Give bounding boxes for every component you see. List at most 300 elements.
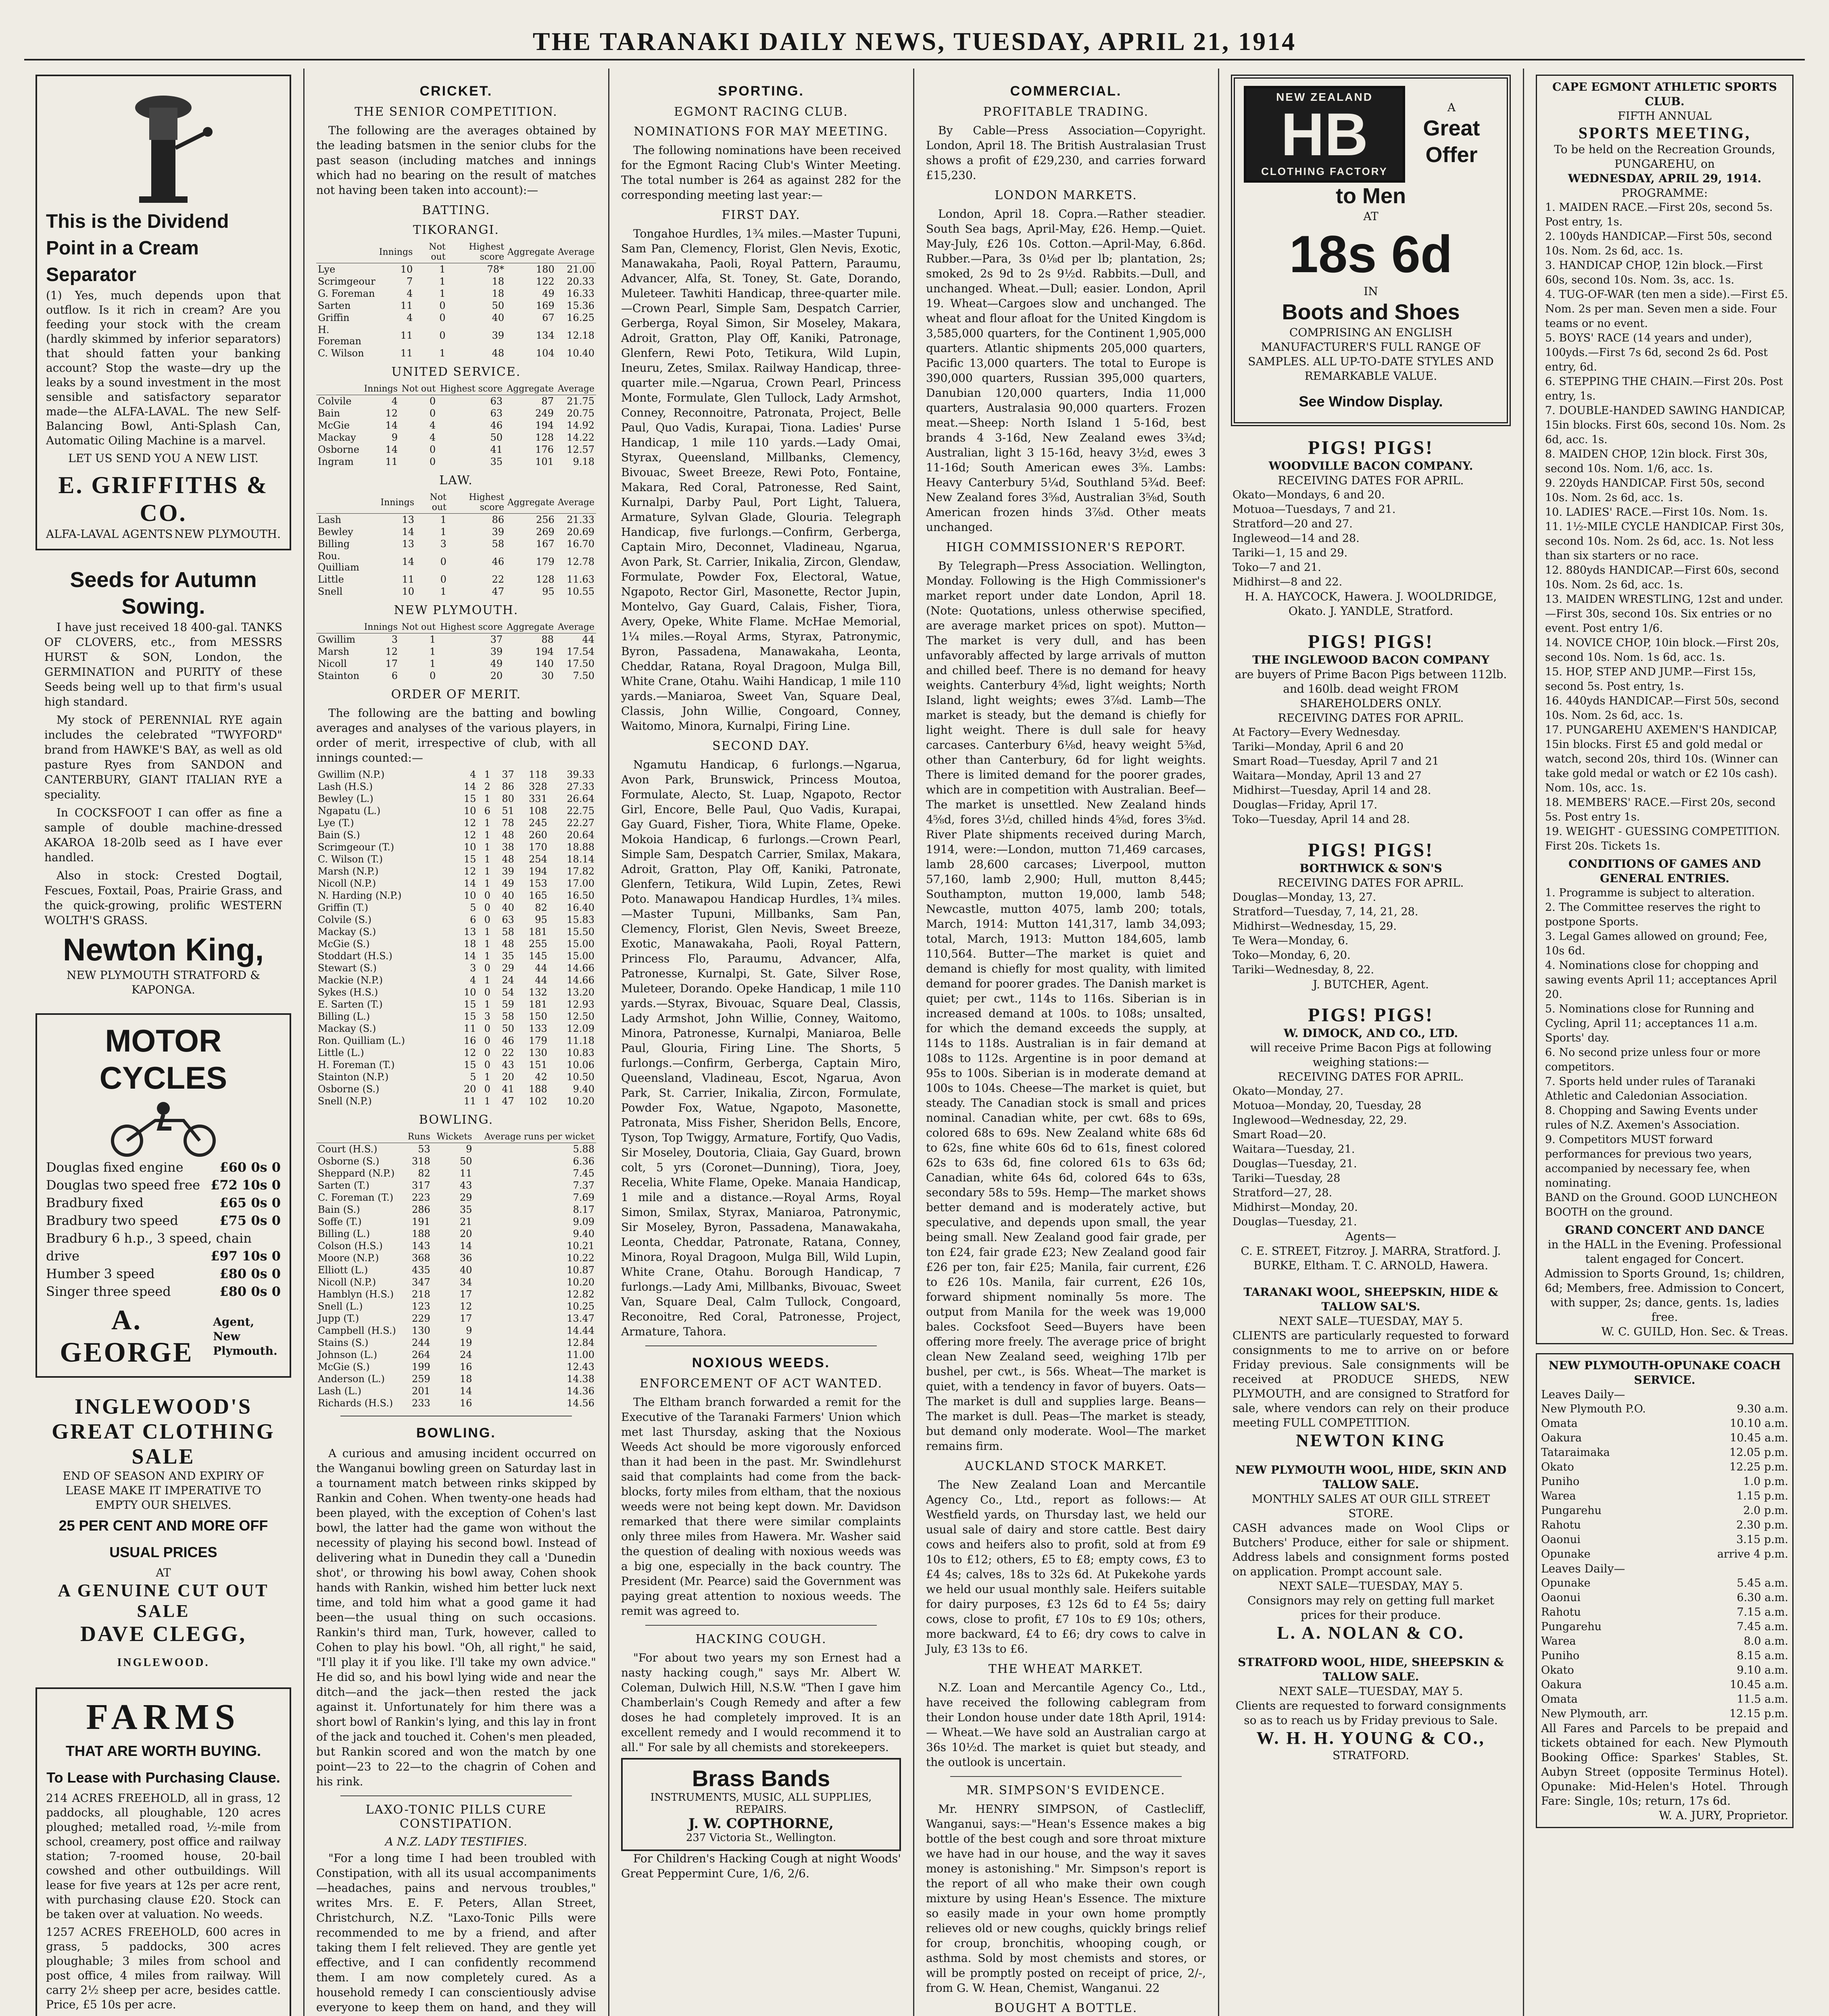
table-cell: 35 xyxy=(490,456,503,467)
egmont-heading: EGMONT RACING CLUB. xyxy=(674,105,848,119)
motor-price: £72 10s 0 xyxy=(211,1177,281,1193)
table-cell: 4 xyxy=(470,975,476,986)
table-cell: Ingram xyxy=(318,456,354,467)
table-row xyxy=(316,287,596,300)
divider xyxy=(340,1795,572,1796)
table-header: Aggregate xyxy=(504,383,555,395)
hb-logo-letters: HB xyxy=(1281,100,1368,168)
table-cell: 176 xyxy=(535,444,554,455)
batting-heading: BATTING. xyxy=(422,203,490,217)
table-row xyxy=(316,431,596,444)
table-cell: 260 xyxy=(529,829,547,841)
table-cell: 95 xyxy=(535,914,547,925)
table-cell: Bain (S.) xyxy=(318,829,360,841)
table-cell: Gwillim xyxy=(318,634,356,645)
table-cell: Richards (H.S.) xyxy=(318,1397,393,1409)
table-cell: McGie (S.) xyxy=(318,938,370,950)
table-cell: 12.18 xyxy=(567,330,594,341)
table-cell: 46 xyxy=(492,556,505,567)
timetable-stop: Rahotu xyxy=(1541,1519,1581,1531)
table-cell: 181 xyxy=(529,926,547,937)
table-cell: 59 xyxy=(502,999,514,1010)
table-row xyxy=(316,865,596,877)
table-cell: 0 xyxy=(484,1083,491,1095)
seeds-ad-p4: Also in stock: Crested Dogtail, Fescues, Foxtail, Poas, Prairie Grass, and the quick-growing, prolific WESTERN WOLTH'S GRASS. xyxy=(44,869,282,927)
hb-top-row xyxy=(1244,86,1498,183)
weeds-text: The Eltham branch forwarded a remit for the Executive of the Taranaki Farmers' Union which met last Thursday, asking that the Noxious Weeds Act should be more vigorously enforced than it had been in the past. Mr. Swindlehurst said that complaints had come from the back-blocks, forty miles from eltham, that the noxious weeds were not being kept down. Mr. Davidson remarked that there were similar complaints only three miles from Hawera. Mr. Washer said the question of dealing with noxious weeds was a big one, especially in the back country. The President (Mr. Pearce) said the Government was paying great attention to noxious weeds. The remit was agreed to. xyxy=(621,1395,901,1618)
divider xyxy=(645,1345,877,1346)
table-cell: 7 xyxy=(407,276,413,287)
table-cell: Snell xyxy=(318,586,343,597)
table-cell: 1 xyxy=(484,854,491,865)
table-cell: Nicoll xyxy=(318,658,347,669)
table-cell: 244 xyxy=(412,1337,430,1348)
pigs4-agents: C. E. STREET, Fitzroy. J. MARRA, Stratford. J. BURKE, Eltham. T. C. ARNOLD, Hawera. xyxy=(1241,1244,1501,1272)
table-cell: 14 xyxy=(464,781,476,792)
timetable-time: arrive 4 p.m. xyxy=(1717,1548,1788,1560)
list-item: 4. Nominations close for chopping and sawing events April 11; acceptances April 20. xyxy=(1545,959,1777,1001)
table-cell: 14 xyxy=(385,444,398,455)
table-cell: 20.69 xyxy=(567,526,594,537)
farms-ad-sub2: To Lease with Purchasing Clause. xyxy=(46,1769,280,1786)
table-cell: 19 xyxy=(460,1337,472,1348)
concert-text: in the HALL in the Evening. Professional talent engaged for Concert. xyxy=(1547,1238,1782,1266)
table-cell: 4 xyxy=(430,420,436,431)
wheat-heading: THE WHEAT MARKET. xyxy=(988,1662,1144,1676)
concert-head: GRAND CONCERT AND DANCE xyxy=(1565,1223,1764,1237)
table-cell: Hamblyn (H.S.) xyxy=(318,1289,394,1300)
sporting-heading: SPORTING. xyxy=(717,83,805,99)
table-row xyxy=(316,419,596,431)
hc-heading: HIGH COMMISSIONER'S REPORT. xyxy=(946,540,1186,554)
table-cell: 10 xyxy=(464,987,476,998)
list-item: Tariki—1, 15 and 29. xyxy=(1233,547,1348,559)
table-cell: 10 xyxy=(464,805,476,816)
table-cell: 0 xyxy=(439,330,446,341)
table-cell: 54 xyxy=(502,987,514,998)
table-header xyxy=(316,621,362,633)
table-row xyxy=(316,986,596,998)
table-cell: Scrimgeour (T.) xyxy=(318,841,394,853)
motor-price-item xyxy=(46,1265,281,1283)
table-cell: 347 xyxy=(412,1277,430,1288)
list-item: 18. MEMBERS' RACE.—First 20s, second 5s. Post entry 1s. xyxy=(1545,796,1776,823)
table-cell: 10.50 xyxy=(567,1071,594,1083)
table-cell: Ron. Quilliam (L.) xyxy=(318,1035,405,1046)
list-item: 8. Chopping and Sawing Events under rules of N.Z. Axemen's Association. xyxy=(1545,1104,1758,1131)
table-cell: 331 xyxy=(529,793,547,804)
table-cell: 48 xyxy=(502,854,514,865)
seeds-ad-title: Seeds for Autumn Sowing. xyxy=(70,568,257,619)
stratford-text: Clients are requested to forward consignments so as to reach us by Friday previous to Sale. xyxy=(1235,1699,1506,1727)
cough-heading: HACKING COUGH. xyxy=(695,1632,827,1646)
seeds-ad-p1: I have just received 18 400-gal. TANKS OF CLOVERS, etc., from MESSRS HURST & SON, London, the GERMINATION and PURITY of these Seeds being well up to that firm's usual high standard. xyxy=(44,621,282,708)
hb-in: IN xyxy=(1364,285,1378,298)
table-cell: 128 xyxy=(536,574,555,585)
seeds-ad-p3: In COCKSFOOT I can offer as fine a sample of double machine-dressed AKAROA 18-20lb seed as I have ever handled. xyxy=(44,806,282,864)
stratford-head: STRATFORD WOOL, HIDE, SHEEPSKIN & TALLOW SALE. xyxy=(1238,1656,1504,1683)
coach-timetable-2 xyxy=(1541,1576,1788,1721)
list-item: Stratford—20 and 27. xyxy=(1233,518,1353,530)
table-cell: 40 xyxy=(502,902,514,913)
list-item: Midhirst—Wednesday, 15, 29. xyxy=(1233,920,1397,933)
table-cell: 10 xyxy=(464,890,476,901)
coach-leave2: Leaves Daily— xyxy=(1541,1562,1625,1575)
conditions-list xyxy=(1541,886,1788,1220)
list-item: 19. WEIGHT - GUESSING COMPETITION. First 20s. Tickets 1s. xyxy=(1545,825,1780,852)
table-cell: 14.92 xyxy=(567,420,594,431)
table-cell: 40 xyxy=(502,890,514,901)
table-cell: 6 xyxy=(470,914,476,925)
club-head: CAPE EGMONT ATHLETIC SPORTS CLUB. xyxy=(1552,80,1777,108)
table-cell: 22.75 xyxy=(567,805,594,816)
table-cell: 18 xyxy=(464,938,476,950)
motor-price: £75 0s 0 xyxy=(219,1213,281,1228)
table-cell: 18 xyxy=(460,1373,472,1385)
table-cell: 17 xyxy=(385,658,398,669)
table-cell: 41 xyxy=(490,444,503,455)
table-cell: 1 xyxy=(484,950,491,962)
table-cell: Bain (S.) xyxy=(318,1204,360,1215)
weeds-heading: NOXIOUS WEEDS. xyxy=(692,1355,830,1370)
table-cell: 10.55 xyxy=(567,586,594,597)
table-row xyxy=(316,347,596,359)
table-cell: McGie xyxy=(318,420,350,431)
timetable-stop: Tataraimaka xyxy=(1541,1446,1610,1459)
table-row xyxy=(316,1300,596,1312)
timetable-time: 10.45 a.m. xyxy=(1730,1679,1788,1691)
stratford-wool-ad xyxy=(1231,1654,1511,1764)
trading-text: By Cable—Press Association—Copyright. London, April 18. The British Australasian Trust shows a profit of £29,230, and carries forward £15,230. xyxy=(926,124,1206,182)
table-cell: 7.37 xyxy=(573,1180,594,1191)
second-day-text: Ngamutu Handicap, 6 furlongs.—Ngarua, Avon Park, Brunswick, Princess Moutoa, Formulate, Alecto, St. Luap, Ngapoto, Rector Girl, Encore, Belle Paul, Quo Vadis, Kurapai, Gay Guard, Fisher, Tiora, White Flame, Opeke. Mokoia Handicap, 6 furlongs.—Crown Pearl, Simple Sam, Despatch Carrier, Smilax, Makara, Adroit, Gratton, Play Off, Kaniki, Patronate, Glenfern, Tetikura, Wild Lupin, Zetes, Rewi Poto. Manawapou Handicap Hurdles, 1¾ miles.—Master Tupuni, Millbanks, Sam Pan, Clemency, Florist, Glen Nevis, Sweet Breeze, Exotic, Manawakaha, Paoli, Royal Pattern, Princess Flo, Paraumu, Advancer, Alfa, Patronesse, Kurnalpi, St. Gate, Silver Rose, Muleteer, Dorando. Opeke Handicap, 1 mile 110 yards.—Styrax, Bivouac, Square Deal, Classis, Lady Armshot, John Willie, Conney, Waitomo, Minora, Patronesse, Kurnalpi, Maniaroa, Belle Paul, Glouria, Firing Line. The Shorts, 5 furlongs.—Confirm, Gerberga, Captain Miro, Queensland, Vladineau, Escot, Ngarua, Avon Park, St. Carrier, Inikalia, Zircon, Formulate, Powder Fox, Watue, Ngapoto, Masonette, Patronata, Miss Fisher, Sheridon Bells, Encore, Tyson, Top Twiggy, Armature, Fortify, Quo Vadis, Sir Moseley, Doutoria, Cliaia, Gay Guard, brown colt, 5 yrs (Coronet—Dunning), Tiora, Joey, Recelia, White Flame, Opeke. Manaia Handicap, 1 mile and a distance.—Royal Arms, Royal Simon, Smilax, Styrax, Maniaroa, Patronymic, Sir Moseley, Byron, Passadena, Manawakaha, Leonta, Cheddar, Patronate, Ratana, Conney, Minora, Royal Dragoon, Mulga Bill, Wild Lupin, White Crane, Otahu. Borough Handicap, 7 furlongs.—Lady Ami, Millbanks, Bivouac, Sweet Van, Square Deal, Calm Tullock, Congoard, Reconoitre, Red Coral, Patronesse, Project, Armature, Tahora. xyxy=(621,758,901,1338)
hb-title: Great Offer xyxy=(1423,116,1480,167)
list-item: Douglas—Tuesday, 21. xyxy=(1233,1158,1357,1170)
list-item: 12. 880yds HANDICAP.—First 60s, second 10s. Nom. 2s 6d, acc. 1s. xyxy=(1545,564,1779,591)
list-item: 4. TUG-OF-WAR (ten men a side).—First £5. Nom. 2s per man. Seven men a side. Four teams or no event. xyxy=(1545,288,1788,330)
table-cell: 165 xyxy=(529,890,547,901)
commercial-heading: COMMERCIAL. xyxy=(1010,83,1122,99)
weeds-subheading: ENFORCEMENT OF ACT WANTED. xyxy=(639,1377,883,1391)
table-cell: 5.88 xyxy=(573,1143,594,1155)
list-item: 7. Sports held under rules of Taranaki Athletic and Caledonian Association. xyxy=(1545,1075,1756,1102)
table-cell: Little (L.) xyxy=(318,1047,364,1058)
motor-price: £80 0s 0 xyxy=(219,1266,281,1281)
table-cell: Mackay (S.) xyxy=(318,1023,376,1034)
timetable-time: 9.30 a.m. xyxy=(1737,1403,1788,1415)
table-cell: 368 xyxy=(412,1252,430,1264)
table-row xyxy=(316,1010,596,1023)
table-cell: 82 xyxy=(418,1168,430,1179)
table-header: Highest score xyxy=(437,383,504,395)
table-header: Aggregate xyxy=(504,621,555,633)
motor-ad-firm-row xyxy=(46,1304,281,1369)
table-cell: 37 xyxy=(490,634,503,645)
timetable-row xyxy=(1541,1402,1788,1416)
timetable-stop: Rahotu xyxy=(1541,1606,1581,1618)
table-cell: 43 xyxy=(460,1180,472,1191)
column-rule xyxy=(608,69,609,2016)
table-cell: Lash (L.) xyxy=(318,1385,361,1397)
separator-ad-body: (1) Yes, much depends upon that outflow. Is it rich in cream? Are you feeding your stock with the cream (hardly skimmed by inferior separators) that should fatten your banking account? Stop the waste—dry up the leaks by a sound investment in the most sensible and satisfactory separator made—the ALFA-LAVAL. The new Self-Balancing Bowl, Anti-Splash Can, Automatic Oiling Machine is a marvel. xyxy=(46,289,281,447)
motor-ad-title2: CYCLES xyxy=(99,1060,227,1095)
table-cell: 12 xyxy=(464,866,476,877)
timetable-time: 10.10 a.m. xyxy=(1730,1417,1788,1430)
table-cell: 44 xyxy=(582,634,594,645)
table-cell: Marsh (N.P.) xyxy=(318,866,379,877)
table-cell: 21.75 xyxy=(567,396,594,407)
table-header: Highest score xyxy=(448,492,506,514)
motor-ad-title1: MOTOR xyxy=(105,1023,222,1058)
table-cell: 88 xyxy=(541,634,554,645)
table-cell: Colvile xyxy=(318,396,352,407)
list-item: Waitara—Monday, April 13 and 27 xyxy=(1233,770,1422,782)
table-cell: 229 xyxy=(412,1313,430,1324)
table-cell: 50 xyxy=(460,1156,472,1167)
table-cell: 14 xyxy=(402,526,415,537)
table-cell: 20.75 xyxy=(567,408,594,419)
pigs3-firm: BORTHWICK & SON'S xyxy=(1299,862,1442,875)
cream-separator-icon xyxy=(111,83,216,204)
table-cell: 169 xyxy=(536,300,555,311)
table-cell: Lash xyxy=(318,514,342,525)
table-cell: Griffin (T.) xyxy=(318,902,368,913)
table-row xyxy=(316,312,596,324)
list-item: 5. BOYS' RACE (14 years and under), 100yds.—First 7s 6d, second 2s 6d. Post entry, 6d. xyxy=(1545,332,1768,373)
auckland-text: The New Zealand Loan and Mercantile Agency Co., Ltd., report as follows:— At Westfield yards, on Thursday last, we held our usual sale of dairy and store cattle. Best dairy cows and heifers also to profit, sold at from £9 10s to £12; others, £5 to £8; empty cows, £3 to £4 4s; calves, 18s to 32s 6d. At Pukekohe yards we held our usual monthly sale. Heifers suitable for dairy purposes, £3 12s 6d to £4 5s; dairy cows, close to profit, £7 10s to £9 10s; others, more backward, £4 to £6; dry cows to calve in July, £3 13s to £6. xyxy=(926,1478,1206,1656)
column-rule xyxy=(913,69,914,2016)
motor-price-item xyxy=(46,1212,281,1229)
table-cell: 0 xyxy=(484,1047,491,1058)
timetable-stop: Omata xyxy=(1541,1417,1578,1430)
table-cell: 1 xyxy=(430,658,436,669)
table-cell: 50 xyxy=(490,432,503,443)
hon-sec: W. C. GUILD, Hon. Sec. & Treas. xyxy=(1601,1325,1788,1338)
table-cell: 1 xyxy=(484,817,491,829)
table-cell: 49 xyxy=(502,878,514,889)
timetable-row xyxy=(1541,1649,1788,1663)
table-cell: 13 xyxy=(402,514,415,525)
list-item: 6. No second prize unless four or more competitors. xyxy=(1545,1046,1761,1073)
table-row xyxy=(316,300,596,312)
timetable-time: 8.0 a.m. xyxy=(1743,1635,1788,1647)
motor-price-item xyxy=(46,1176,281,1194)
table-cell: 1 xyxy=(440,586,446,597)
table-cell: 12.78 xyxy=(567,556,594,567)
table-cell: 20 xyxy=(464,1083,476,1095)
timetable-stop: Puniho xyxy=(1541,1475,1580,1488)
table-cell: 10.87 xyxy=(567,1264,594,1276)
table-header: Innings xyxy=(362,621,399,633)
table-cell: 14.22 xyxy=(567,432,594,443)
timetable-stop: Oakura xyxy=(1541,1432,1582,1444)
column-rule xyxy=(1218,69,1219,2016)
timetable-row xyxy=(1541,1533,1788,1547)
hb-clothing-ad xyxy=(1231,75,1511,426)
table-cell: 20.33 xyxy=(567,276,594,287)
table-cell: 1 xyxy=(484,926,491,937)
table-cell: 15.83 xyxy=(567,914,594,925)
table-cell: 36 xyxy=(460,1252,472,1264)
table-cell: 48 xyxy=(502,829,514,841)
table-cell: 150 xyxy=(529,1011,547,1022)
table-cell: 10.22 xyxy=(567,1252,594,1264)
hb-price: 18s 6d xyxy=(1289,225,1453,283)
list-item: 3. Legal Games allowed on ground; Fee, 10s 6d. xyxy=(1545,930,1768,957)
inglewood-clothing-ad xyxy=(35,1387,291,1679)
laxo-text: "For a long time I had been troubled with Constipation, with all its usual accompaniments—headaches, pains and nervous troubles," writes Mrs. E. F. Peters, Allan Street, Christchurch, N.Z. "Laxo-Tonic Pills were recommended to me by a friend, and after taking them I felt relieved. They are gentle yet effective, and I can confidently recommend them. I am now completely cured. As a household remedy I can conscientiously advise everyone to keep them on hand, and they will xyxy=(316,1851,596,2014)
table-cell: 13 xyxy=(464,926,476,937)
table-cell: 0 xyxy=(484,1023,491,1034)
table-row xyxy=(316,974,596,986)
list-item: 8. MAIDEN CHOP, 12in block. First 30s, second 10s. Nom. 1/6, acc. 1s. xyxy=(1545,448,1768,475)
list-item: Tariki—Tuesday, 28 xyxy=(1233,1172,1341,1185)
motor-price-item xyxy=(46,1283,281,1300)
table-cell: Griffin xyxy=(318,312,350,323)
table-cell: 1 xyxy=(484,1095,491,1107)
table-cell: 12.50 xyxy=(567,1011,594,1022)
table-cell: 16.25 xyxy=(567,312,594,323)
list-item: Toko—Monday, 6, 20. xyxy=(1233,949,1351,962)
table-row xyxy=(316,877,596,889)
table-cell: 188 xyxy=(412,1228,430,1239)
separator-ad xyxy=(35,75,291,550)
table-cell: 47 xyxy=(502,1095,514,1107)
hb-see: See Window Display. xyxy=(1299,393,1443,410)
np-wool-text: CASH advances made on Wool Clips or Butchers' Produce, either for sale or shipment. Address labels and consignment forms posted on application. Prompt account sale. xyxy=(1233,1521,1509,1578)
coach-service-ad xyxy=(1536,1353,1794,1828)
table-cell: 12 xyxy=(385,646,398,657)
table-cell: 7.45 xyxy=(573,1168,594,1179)
seeds-ad-firm: Newton King, xyxy=(63,932,264,967)
table-cell: 40 xyxy=(460,1264,472,1276)
hb-logo-bottom: CLOTHING FACTORY xyxy=(1261,165,1388,177)
list-item: 9. Competitors MUST forward performances for previous two years, accompanied by necessary fee, when nominating. xyxy=(1545,1133,1752,1189)
seeds-ad-towns: NEW PLYMOUTH STRATFORD & KAPONGA. xyxy=(66,968,260,996)
table-row xyxy=(316,938,596,950)
np-wool-text2: Consignors may rely on getting full market prices for their produce. xyxy=(1247,1594,1494,1622)
table-row xyxy=(316,914,596,926)
table-cell: Sarten (T.) xyxy=(318,1180,369,1191)
table-cell: 0 xyxy=(430,444,436,455)
motor-model: Singer three speed xyxy=(46,1284,171,1299)
table-cell: 0 xyxy=(430,396,436,407)
table-cell: Nicoll (N.P.) xyxy=(318,878,376,889)
london-text: London, April 18. Copra.—Rather steadier. South Sea bags, April-May, £26. Hemp.—Quiet. May-July, £26 10s. Cotton.—April-May, 6.86d. Rubber.—Para, 3s 0⅛d per lb; plantation, 2s; smoked, 2s 9d to 2s 9½d. Rabbits.—Dull, and unchanged. Wheat.—Dull; easier. London, April 19. Wheat—Cargoes slow and unchanged. The wheat and flour afloat for the United Kingdom is 3,585,000 quarters, for the Continent 1,905,000 quarters. Atlantic shipments 205,000 quarters, Pacific 13,000 quarters. The total to Europe is 390,000 quarters, Russian 395,000 quarters, Danubian 120,000 quarters, India 11,000 quarters, Australasia 90,000 quarters. Frozen meat.—Sheep: North Island 1 5-16d, best brands 4 3-16d, New Zealand ewes 3¾d; Australian, light 3 15-16d, heavy 3½d, ewes 3 11-16d; South American ewes 3⅝. Lambs: Heavy Canterbury 5¼d, Southland 5¾d. Beef: New Zealand fores 3⅝d, Australian 3⅝d, South American frozen hinds 3⅞d. Other meats unchanged. xyxy=(926,207,1206,534)
list-item: 10. LADIES' RACE.—First 10s. Nom. 1s. xyxy=(1545,506,1768,519)
simpson-text: Mr. HENRY SIMPSON, of Castlecliff, Wanganui, says:—"Hean's Essence makes a big bottle of the best cough and sore throat mixture we have had in our house, and the way it saves money is astonishing." Mr. Simpson's report is the report of all who make their own cough mixture by using Hean's Essence. The mixture so easily made in your own home promptly relieves old or new coughs, quickly brings relief for croup, bronchitis, whooping cough, or asthma. Sold by most chemists and stores, or will be promptly posted on receipt of price, 2/-, from G. W. Hean, Chemist, Wanganui. 22 xyxy=(926,1802,1206,1995)
table-cell: 0 xyxy=(430,408,436,419)
table-cell: 170 xyxy=(529,841,547,853)
column-2 xyxy=(305,71,607,2016)
column-6 xyxy=(1525,71,1805,2016)
coach-foot: All Fares and Parcels to be prepaid and tickets obtained for each. New Plymouth Booking Office: Sparkes' Stables, St. Aubyn Street (opposite Terminus Hotel). Opunake: Mid-Helen's Hotel. Through Fare: Single, 10s; return, 17s 6d. xyxy=(1541,1722,1788,1808)
seeds-ad-p2: My stock of PERENNIAL RYE again includes the celebrated "TWYFORD" brand from HAWKE'S BAY, as well as old pasture Ryes from SANDON and CANTERBURY, GIANT ITALIAN RYE a speciality. xyxy=(44,713,282,801)
table-cell: 145 xyxy=(529,950,547,962)
table-row xyxy=(316,817,596,829)
timetable-stop: Oakura xyxy=(1541,1679,1582,1691)
table-cell: 1 xyxy=(484,878,491,889)
coach-timetable-1 xyxy=(1541,1402,1788,1562)
table-cell: 15.36 xyxy=(567,300,594,311)
np-heading: NEW PLYMOUTH. xyxy=(394,603,519,617)
order-heading: ORDER OF MERIT. xyxy=(391,687,521,702)
timetable-time: 12.25 p.m. xyxy=(1729,1461,1788,1473)
table-cell: 18.88 xyxy=(567,841,594,853)
list-item: Ingleweod—14 and 28. xyxy=(1233,532,1360,545)
table-cell: Stainton (N.P.) xyxy=(318,1071,389,1083)
table-cell: 4 xyxy=(391,396,398,407)
table-cell: 9 xyxy=(466,1325,472,1336)
table-cell: 194 xyxy=(535,646,554,657)
table-cell: 254 xyxy=(529,854,547,865)
table-cell: 63 xyxy=(490,396,503,407)
table-row xyxy=(316,514,596,526)
list-item: At Factory—Every Wednesday. xyxy=(1233,726,1401,739)
table-header: Not out xyxy=(416,492,448,514)
table-row xyxy=(316,841,596,853)
table-header: Runs xyxy=(404,1131,432,1143)
table-cell: Sheppard (N.P.) xyxy=(318,1168,395,1179)
table-cell: 22 xyxy=(492,574,505,585)
table-cell: Bain xyxy=(318,408,340,419)
table-header: Aggregate xyxy=(506,241,556,263)
table-cell: 37 xyxy=(502,769,514,780)
table-cell: Sykes (H.S.) xyxy=(318,987,378,998)
bowling2-text: A curious and amusing incident occurred on the Wanganui bowling green on Saturday last in a tournament match between rinks skipped by Rankin and Cohen. When twenty-one heads had been played, with the exception of Cohen's last bowl, the latter had the game won without the necessity of playing his second bowl. Instead of delivering what in Dunedin they call a 'Dunedin shot', or throwing his bowl away, Cohen shook hands with Rankin, wished him better luck next time, and told him what a good game it had been—the usual thing on such occasions. Rankin's third man, Turk, however, called to Cohen to play his bowl. "Oh, all right," he said, "I'll play it if you like. I'll take my own advice." He did so, and his bowl lying wide and near the ditch—and the jack—then rested the jack against it. Unfortunately for him there was a short bowl of Rankin's lying, and this lay in front of the jack and touched it. Cohen's men pleaded, but Rankin scored and won the match by one point—23 to 22—to the chagrin of Cohen and his rink. xyxy=(316,1447,596,1788)
table-cell: Colvile (S.) xyxy=(318,914,372,925)
table-cell: 1 xyxy=(440,514,446,525)
order-intro: The following are the batting and bowling averages and analyses of the various players, in order of merit, irrespective of club, with all innings counted:— xyxy=(316,706,596,764)
timetable-stop: Puniho xyxy=(1541,1649,1580,1662)
timetable-time: 2.0 p.m. xyxy=(1743,1504,1788,1517)
separator-ad-firm: E. GRIFFITHS & CO. xyxy=(58,472,269,526)
table-cell: Colson (H.S.) xyxy=(318,1240,383,1252)
table-cell: 9 xyxy=(466,1143,472,1155)
table-cell: 16.50 xyxy=(567,890,594,901)
table-cell: 10.21 xyxy=(567,1240,594,1252)
motor-cycles-ad xyxy=(35,1013,291,1378)
table-row xyxy=(316,781,596,793)
list-item: 14. NOVICE CHOP, 10in block.—First 20s, second 10s. Nom. 1s 6d, acc. 1s. xyxy=(1545,637,1779,664)
table-row xyxy=(316,1373,596,1385)
table-cell: 194 xyxy=(529,866,547,877)
table-cell: 143 xyxy=(412,1240,430,1252)
table-header: Innings xyxy=(377,241,415,263)
motor-price-list xyxy=(46,1158,281,1300)
table-row xyxy=(316,646,596,658)
timetable-time: 1.15 p.m. xyxy=(1736,1490,1788,1502)
table-cell: Billing xyxy=(318,538,350,550)
auckland-heading: AUCKLAND STOCK MARKET. xyxy=(964,1459,1168,1473)
table-cell: C. Wilson xyxy=(318,348,364,359)
table-cell: 95 xyxy=(542,586,555,597)
table-row xyxy=(316,793,596,805)
list-item: 16. 440yds HANDICAP.—First 50s, second 10s. Nom. 2s 6d, acc. 1s. xyxy=(1545,695,1779,722)
table-cell: Rou. Quilliam xyxy=(318,550,359,573)
table-row xyxy=(316,889,596,902)
table-cell: 50 xyxy=(502,1023,514,1034)
table-cell: 15 xyxy=(464,793,476,804)
held-at: To be held on the Recreation Grounds, PUNGAREHU, on xyxy=(1554,143,1775,171)
table-cell: 63 xyxy=(490,408,503,419)
table-cell: 44 xyxy=(535,975,547,986)
timetable-stop: Warea xyxy=(1541,1635,1576,1647)
table-cell: 5 xyxy=(470,1071,476,1083)
table-cell: 1 xyxy=(430,634,436,645)
timetable-time: 1.0 p.m. xyxy=(1743,1475,1788,1488)
column-3 xyxy=(610,71,912,2016)
